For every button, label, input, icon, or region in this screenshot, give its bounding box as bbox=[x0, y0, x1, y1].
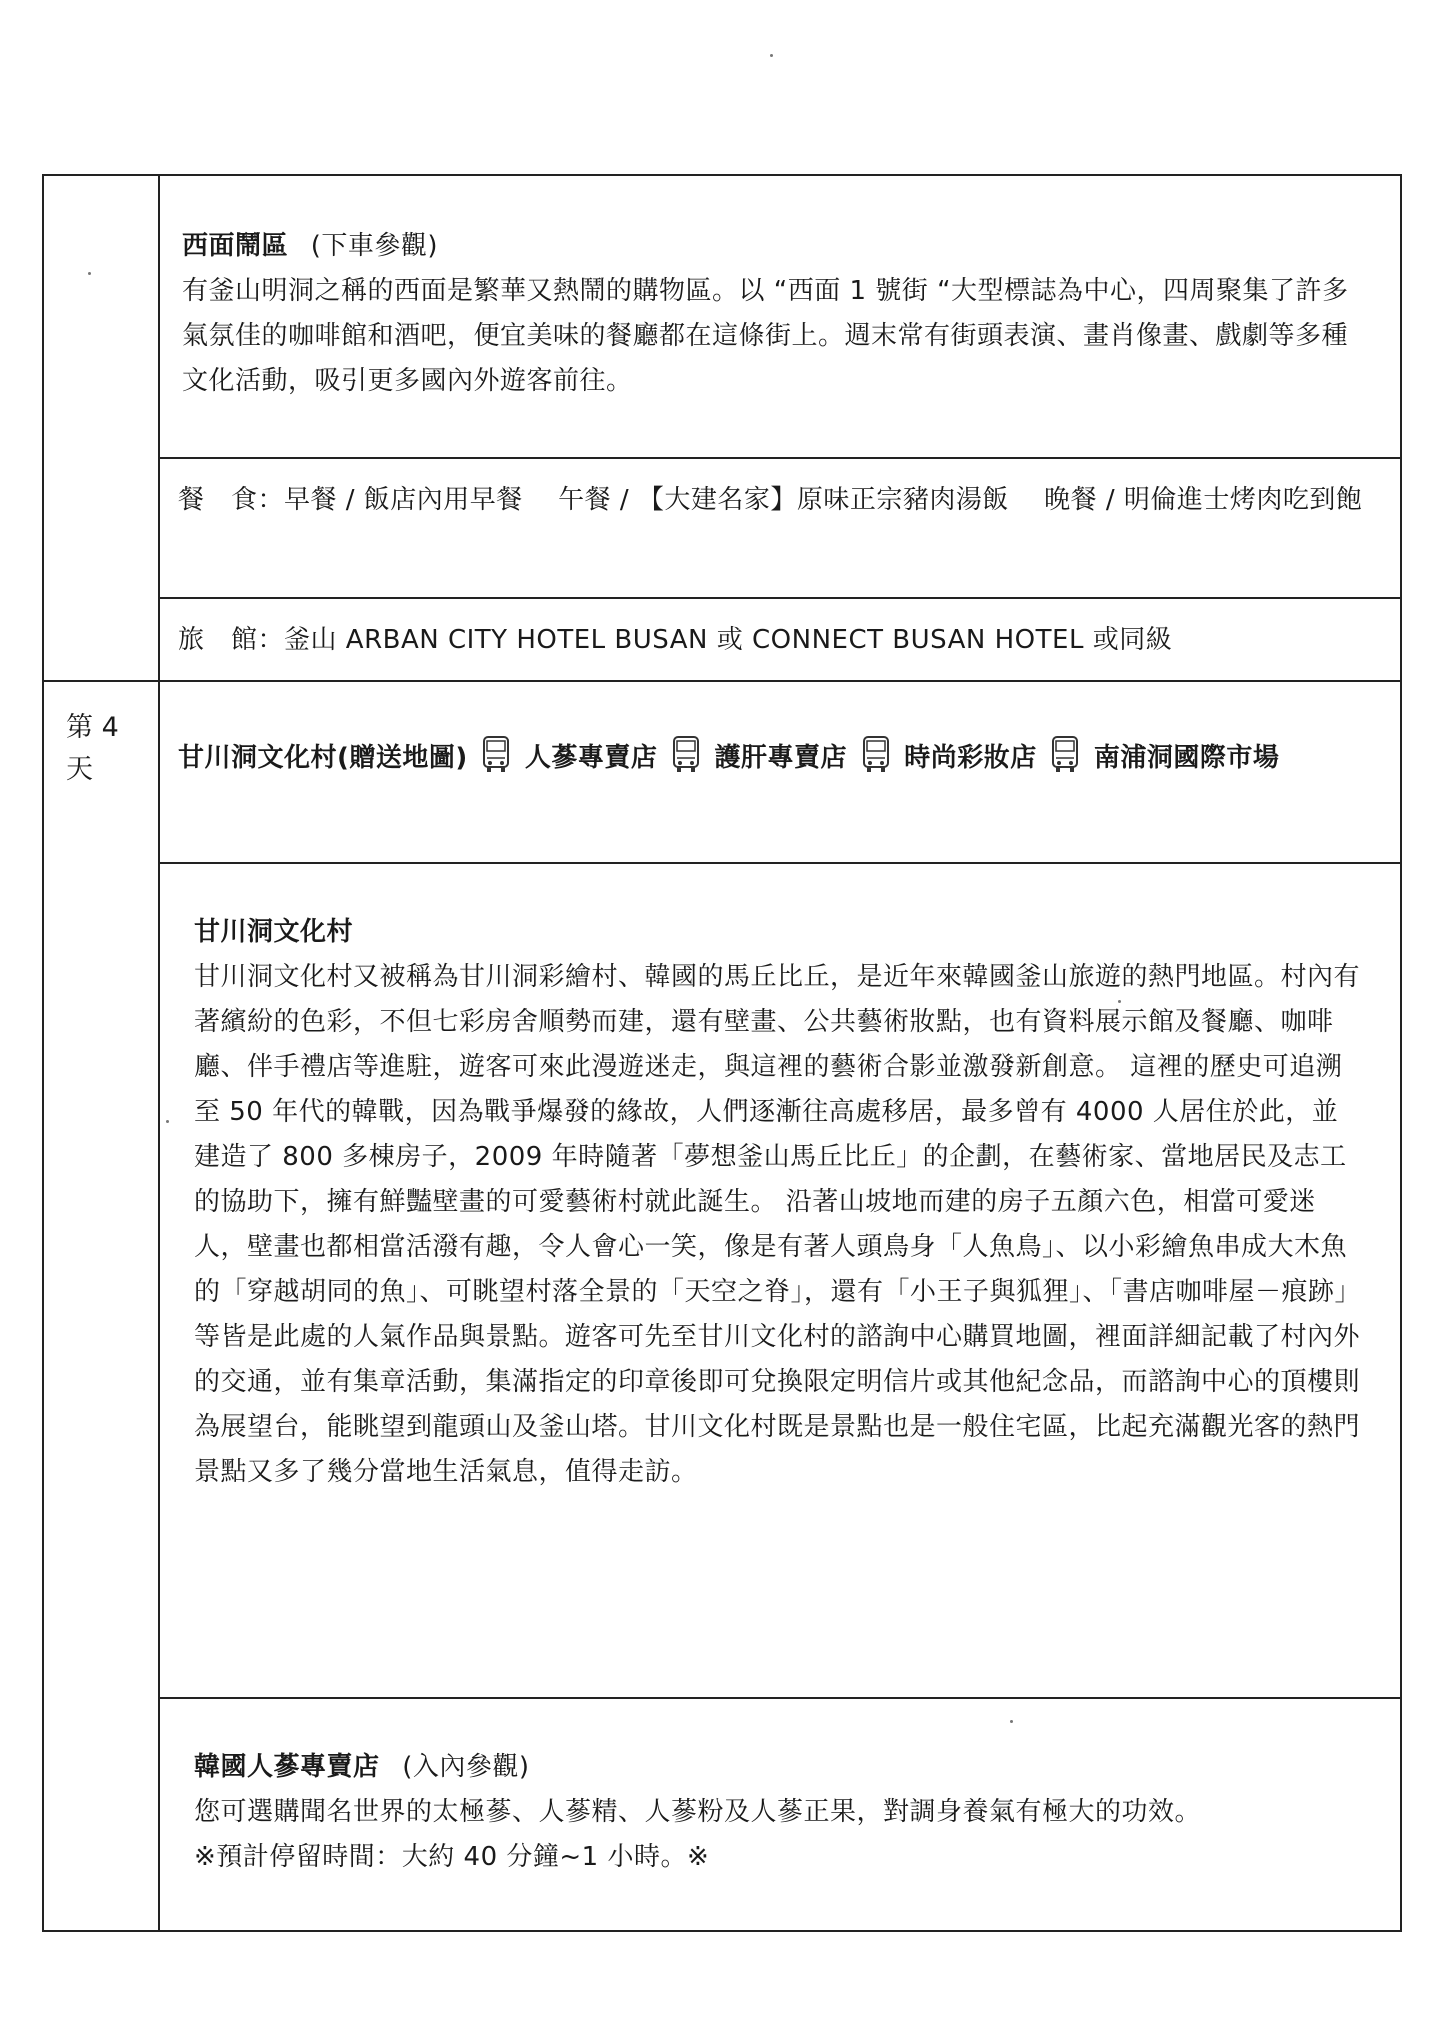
row-divider-ginseng bbox=[158, 1697, 1402, 1699]
row-divider-gamcheon bbox=[158, 862, 1402, 864]
hotel-text: 釜山 ARBAN CITY HOTEL BUSAN 或 CONNECT BUSAN HOTEL 或同級 bbox=[284, 625, 1173, 655]
day4-route bbox=[178, 734, 1378, 781]
ximian-section bbox=[182, 224, 1362, 404]
ximian-title: 西面鬧區 bbox=[182, 231, 289, 261]
table-left-border bbox=[42, 174, 44, 1932]
bus-icon bbox=[861, 734, 891, 774]
meals-row bbox=[178, 478, 1368, 523]
ginseng-section bbox=[194, 1745, 1364, 1880]
scan-speck bbox=[770, 54, 773, 57]
gamcheon-title: 甘川洞文化村 bbox=[194, 917, 354, 947]
table-top-border bbox=[42, 174, 1402, 176]
day-suffix: 天 bbox=[66, 754, 93, 785]
row-divider-hotel bbox=[158, 597, 1402, 599]
ginseng-note: (入內參觀) bbox=[402, 1752, 530, 1782]
day-label bbox=[66, 707, 119, 791]
route-stop-1: 甘川洞文化村(贈送地圖) bbox=[178, 743, 468, 773]
gamcheon-section bbox=[194, 910, 1364, 1495]
hotel-label: 旅 館： bbox=[178, 625, 285, 655]
route-stop-3: 護肝專賣店 bbox=[714, 743, 848, 773]
row-divider-day4 bbox=[42, 680, 1402, 682]
route-stop-4: 時尚彩妝店 bbox=[904, 743, 1037, 773]
route-stop-5: 南浦洞國際市場 bbox=[1093, 743, 1280, 773]
hotel-row bbox=[178, 618, 1368, 663]
ximian-heading bbox=[182, 224, 1362, 269]
gamcheon-body: 甘川洞文化村又被稱為甘川洞彩繪村、韓國的馬丘比丘，是近年來韓國釜山旅遊的熱門地區。村內有著繽紛的色彩，不但七彩房舍順勢而建，還有壁畫、公共藝術妝點，也有資料展示館及餐廳、咖啡廳、伴手禮店等進駐，遊客可來此漫遊迷走，與這裡的藝術合影並激發新創意。 這裡的歷史可追溯至 50 年代的韓戰，因為戰爭爆發的緣故，人們逐漸往高處移居，最多曾有 4000 人居住於此，並建造了 800 多棟房子，2009 年時隨著「夢想釜山馬丘比丘」的企劃，在藝術家、當地居民及志工的協助下，擁有鮮豔壁畫的可愛藝術村就此誕生。 沿著山坡地而建的房子五顏六色，相當可愛迷人，壁畫也都相當活潑有趣，令人會心一笑，像是有著人頭鳥身「人魚鳥」、以小彩繪魚串成大木魚的「穿越胡同的魚」、可眺望村落全景的「天空之脊」，還有「小王子與狐狸」、「書店咖啡屋－痕跡」等皆是此處的人氣作品與景點。遊客可先至甘川文化村的諮詢中心購買地圖，裡面詳細記載了村內外的交通，並有集章活動，集滿指定的印章後即可兌換限定明信片或其他紀念品，而諮詢中心的頂樓則為展望台，能眺望到龍頭山及釜山塔。甘川文化村既是景點也是一般住宅區，比起充滿觀光客的熱門景點又多了幾分當地生活氣息，值得走訪。 bbox=[194, 962, 1362, 1487]
scan-speck bbox=[166, 1120, 169, 1123]
scan-speck bbox=[88, 272, 91, 275]
ginseng-title: 韓國人蔘專賣店 bbox=[194, 1752, 380, 1782]
ginseng-body: 您可選購聞名世界的太極蔘、人蔘精、人蔘粉及人蔘正果，對調身養氣有極大的功效。 bbox=[194, 1797, 1202, 1827]
table-column-divider bbox=[158, 174, 160, 1932]
bus-icon bbox=[1050, 734, 1080, 774]
ximian-note: (下車參觀) bbox=[310, 231, 439, 261]
ximian-body: 有釜山明洞之稱的西面是繁華又熱鬧的購物區。以 “西面 1 號街 “大型標誌為中心，四周聚集了許多氣氛佳的咖啡館和酒吧，便宜美味的餐廳都在這條街上。週末常有街頭表演、畫肖像畫、戲劇等多種文化活動，吸引更多國內外遊客前往。 bbox=[182, 276, 1349, 396]
meals-text: 早餐 / 飯店內用早餐 午餐 / 【大建名家】原味正宗豬肉湯飯 晚餐 / 明倫進士烤肉吃到飽 bbox=[284, 485, 1363, 515]
scan-speck bbox=[1010, 1720, 1013, 1723]
bus-icon bbox=[481, 734, 511, 774]
day-number: 第 4 bbox=[66, 712, 119, 743]
row-divider-meals bbox=[158, 457, 1402, 459]
table-bottom-border bbox=[42, 1930, 1402, 1932]
route-stop-2: 人蔘專賣店 bbox=[524, 743, 658, 773]
ginseng-stay: ※預計停留時間：大約 40 分鐘~1 小時。※ bbox=[194, 1842, 710, 1872]
scan-speck bbox=[1118, 1000, 1121, 1003]
bus-icon bbox=[671, 734, 701, 774]
table-right-border bbox=[1400, 174, 1402, 1932]
ginseng-heading bbox=[194, 1745, 1364, 1790]
meals-label: 餐 食： bbox=[178, 485, 285, 515]
